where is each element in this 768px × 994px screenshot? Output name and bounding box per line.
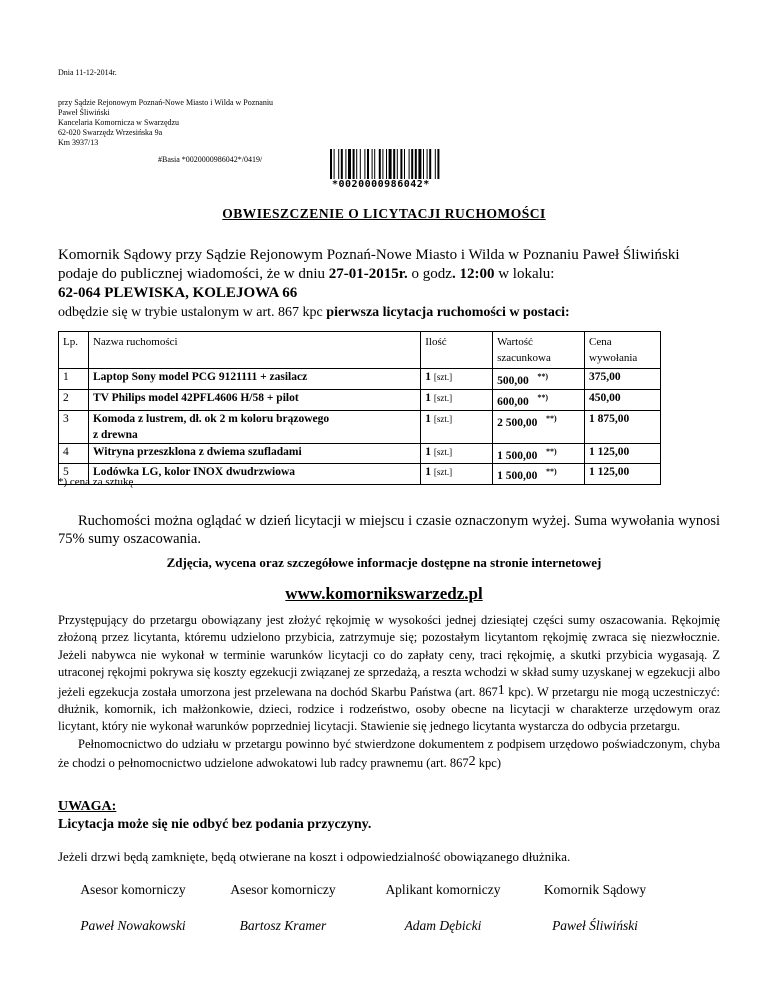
row-mark: **) [545, 467, 557, 477]
intro-text: odbędzie się w trybie ustalonym w art. 867 kpc [58, 305, 327, 320]
row-value: 2 500,00 [497, 416, 538, 429]
signature-name: Adam Dębicki [404, 918, 482, 933]
row-unit: [szt.] [433, 372, 453, 382]
footnote: *) cena za sztukę [58, 476, 134, 488]
notice-block [58, 798, 371, 834]
row-unit: [szt.] [433, 392, 453, 403]
auction-type: pierwsza licytacja ruchomości w postaci: [326, 305, 570, 320]
row-price: 1 125,00 [585, 443, 661, 464]
barcode-icon [330, 149, 492, 179]
table-header-row [59, 332, 661, 369]
row-price: 450,00 [585, 389, 661, 410]
auction-time: . 12:00 [451, 266, 495, 282]
column-header: Wartość szacunkowa [493, 332, 585, 369]
signature-name: Paweł Nowakowski [80, 918, 186, 933]
column-header: Lp. [59, 332, 89, 369]
intro-line: Komornik Sądowy przy Sądzie Rejonowym Poznań-Nowe Miasto i Wilda w Poznaniu Paweł Śliwiński [58, 247, 680, 263]
intro-text: podaje do publicznej wiadomości, że w dniu [58, 266, 329, 282]
rules-paragraph [58, 612, 720, 736]
column-header: Ilość [421, 332, 493, 369]
rules-paragraph [58, 736, 720, 773]
signature-role: Asesor komorniczy [230, 882, 336, 897]
row-qty: 1 [425, 412, 431, 425]
row-qty: 1 [425, 371, 431, 383]
row-name: Lodówka LG, kolor INOX dwudrzwiowa [88, 464, 420, 485]
row-lp: 2 [59, 389, 89, 410]
row-value: 500,00 [497, 374, 529, 387]
signature-role: Asesor komorniczy [80, 882, 186, 897]
rules-sup: 1 [497, 682, 505, 698]
row-mark: **) [537, 392, 549, 402]
row-lp: 1 [59, 369, 89, 390]
signature-name: Bartosz Kramer [239, 918, 327, 933]
signature-role: Komornik Sądowy [543, 882, 647, 897]
row-price: 1 125,00 [585, 464, 661, 485]
document-date: Dnia 11-12-2014r. [58, 68, 117, 77]
basis-reference: #Basia *0020000986042*/0419/ [158, 155, 263, 164]
row-name: Komoda z lustrem, dł. ok 2 m koloru brązowego [92, 412, 330, 425]
table-row [59, 410, 661, 443]
row-name-cont: z drewna [92, 428, 138, 441]
intro-text: w lokalu: [494, 266, 555, 282]
row-unit: [szt.] [433, 413, 453, 424]
sender-line: 62-020 Swarzędz Wrzesińska 9a [58, 128, 163, 137]
row-unit: [szt.] [433, 467, 453, 478]
intro-paragraph [58, 246, 718, 322]
signature-role: Aplikant komorniczy [385, 882, 501, 897]
barcode-text: *0020000986042* [332, 179, 430, 190]
row-mark: **) [545, 413, 557, 423]
signature-name: Paweł Śliwiński [552, 918, 638, 933]
row-mark: **) [545, 446, 557, 456]
table-row [59, 464, 661, 485]
column-header: Nazwa ruchomości [88, 332, 420, 369]
doors-info: Jeżeli drzwi będą zamknięte, będą otwierane na koszt i odpowiedzialność obowiązanego dłużnika. [58, 849, 571, 864]
auction-address: 62-064 PLEWISKA, KOLEJOWA 66 [58, 285, 298, 301]
row-qty: 1 [425, 466, 431, 479]
row-qty: 1 [425, 391, 431, 404]
table-row [59, 443, 661, 464]
row-value: 600,00 [497, 395, 529, 408]
table-row [59, 389, 661, 410]
sender-line: Kancelaria Komornicza w Swarzędzu [58, 118, 180, 127]
rules-text: kpc) [475, 756, 501, 771]
case-number: Km 3937/13 [58, 138, 99, 147]
website-link[interactable]: www.komornikswarzedz.pl [285, 584, 483, 603]
row-name: Witryna przeszklona z dwiema szufladami [88, 443, 420, 464]
row-name: TV Philips model 42PFL4606 H/58 + pilot [88, 389, 420, 410]
photos-info: Zdjęcia, wycena oraz szczegółowe informacje dostępne na stronie internetowej [166, 555, 602, 570]
auction-date: 27-01-2015r. [328, 266, 408, 282]
rules-text: kpc). W przetargu nie mogą uczestniczyć: dłużnik, komornik, ich małżonkowie, dzieci, rodzice i rodzeństwo, osoby obecne na licytacji w charakterze urzędowym oraz licytant, który nie wykonał warunków poprzedniej licytacji. Stawienie się jednego licytanta wystarcza do odbycia przetargu. [58, 684, 720, 734]
row-lp: 3 [59, 410, 89, 443]
row-value: 1 500,00 [497, 449, 538, 462]
row-lp: 5 [59, 464, 89, 485]
row-price: 375,00 [585, 369, 661, 390]
rules-block [58, 612, 720, 773]
row-name: Laptop Sony model PCG 9121111 + zasilacz [88, 369, 420, 390]
row-mark: **) [537, 372, 549, 381]
notice-title: UWAGA: [58, 799, 117, 814]
sender-line: Paweł Śliwiński [58, 108, 110, 117]
intro-text: o godz [407, 266, 452, 282]
notice-text: Licytacja może się nie odbyć bez podania przyczyny. [58, 817, 372, 832]
row-lp: 4 [59, 443, 89, 464]
row-price: 1 875,00 [585, 410, 661, 443]
sender-line: przy Sądzie Rejonowym Poznań-Nowe Miasto i Wilda w Poznaniu [58, 98, 274, 107]
table-row [59, 369, 661, 390]
column-header: Cena wywołania [585, 332, 661, 369]
rules-sup: 2 [468, 754, 476, 770]
row-unit: [szt.] [433, 446, 453, 457]
document-title: OBWIESZCZENIE O LICYTACJI RUCHOMOŚCI [222, 206, 546, 221]
sender-block [58, 98, 273, 148]
viewing-info: Ruchomości można oglądać w dzień licytacji w miejscu i czasie oznaczonym wyżej. Suma wywołania wynosi 75% sumy oszacowania. [58, 513, 720, 547]
rules-text: Przystępujący do przetargu obowiązany jest złożyć rękojmię w wysokości jednej dziesiątej części sumy oszacowania. Rękojmię złożoną przez licytanta, któremu udzielono przybicia, zatrzymuje się; pozostałym licytantom rękojmię zwraca się niezwłocznie. Jeżeli nabywca nie wykonał w terminie warunków licytacji co do zapłaty ceny, traci rękojmię, a skutki przybicia wygasają. Z utraconej rękojmi pokrywa się koszty egzekucji związanej ze sprzedażą, a reszta wchodzi w skład sumy uzyskanej w egzekucji albo jeżeli egzekucja została umorzona jest przelewana na dochód Skarbu Państwa (art. 867 [58, 613, 720, 699]
row-qty: 1 [425, 445, 431, 458]
items-table [58, 331, 661, 485]
row-value: 1 500,00 [497, 470, 538, 483]
rules-text: Pełnomocnictwo do udziału w przetargu powinno być stwierdzone dokumentem z podpisem urzędowo poświadczonym, chyba że chodzi o pełnomocnictwo udzielone adwokatowi lub radcy prawnemu (art. 867 [58, 736, 720, 771]
